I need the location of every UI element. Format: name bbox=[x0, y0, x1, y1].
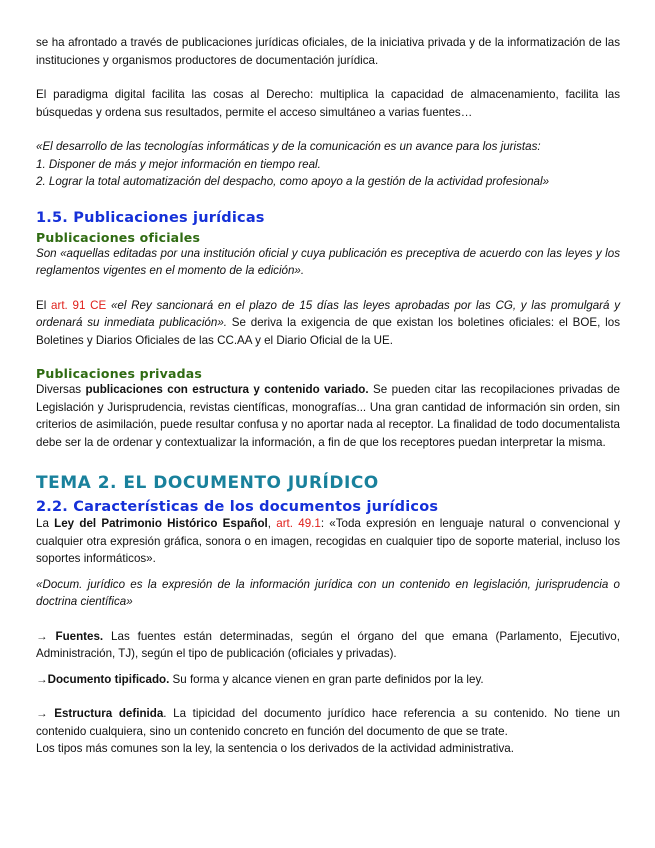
estructura-text: . La tipicidad del documento jurídico hace referencia a su contenido. No tiene un contenido cualquiera, sino un contenido concreto en función del documento de que se trate. bbox=[36, 707, 620, 738]
section-title-caracteristicas: 2.2. Características de los documentos jurídicos bbox=[36, 499, 439, 515]
subheading-oficiales: Publicaciones oficiales bbox=[36, 229, 201, 245]
fuentes-text: Las fuentes están determinadas, según el órgano del que emana (Parlamento, Ejecutivo, Administración, TJ), según el tipo de publicación (oficiales y privadas). bbox=[36, 629, 620, 660]
document-page bbox=[36, 34, 620, 758]
privadas-rest: Se pueden citar las recopilaciones privadas de Legislación y Jurisprudencia, revistas científicas, monografías... Una gran cantidad de información sin orden, sin criterios de asimilación, puede resultar confusa y no aportar nada al receptor. La finalidad de todo documentalista debe ser la de ordenar y contextualizar la información, a fin de que los receptores puedan interpretar la misma. bbox=[36, 383, 620, 449]
article-91-paragraph bbox=[36, 297, 620, 350]
article-91-quote: «el Rey sancionará en el plazo de 15 días las leyes aprobadas por las CG, y las promulgará y ordenará su inmediata publicación». bbox=[36, 298, 620, 329]
ley-name: Ley del Patrimonio Histórico Español bbox=[54, 517, 268, 530]
privadas-paragraph bbox=[36, 381, 620, 451]
arrow-icon: → bbox=[36, 672, 48, 686]
estructura-item bbox=[36, 705, 620, 740]
article-91-link[interactable]: art. 91 CE bbox=[51, 298, 107, 312]
chapter-title-tema-2: TEMA 2. EL DOCUMENTO JURÍDICO bbox=[36, 473, 379, 493]
privadas-bold: publicaciones con estructura y contenido variado. bbox=[85, 383, 369, 396]
oficiales-definition: Son «aquellas editadas por una institución oficial y cuya publicación es preceptiva de acuerdo con las leyes y los reglamentos vigentes en el momento de la edición». bbox=[36, 246, 620, 277]
fuentes-item bbox=[36, 628, 620, 663]
intro-paragraph: se ha afrontado a través de publicaciones jurídicas oficiales, de la iniciativa privada y de la informatización de las instituciones y organismos productores de documentación jurídica. bbox=[36, 36, 620, 67]
arrow-icon: → bbox=[36, 629, 56, 643]
estructura-label: Estructura definida bbox=[54, 707, 164, 720]
ley-definition: : «Toda expresión en lenguaje natural o convencional y cualquier otra expresión gráfica, sonora o en imagen, recogidas en cualquier tipo de soporte material, incluso los soportes informáticos». bbox=[36, 517, 620, 565]
ley-comma: , bbox=[267, 517, 277, 530]
ley-prefix: La bbox=[36, 517, 55, 530]
tipos-comunes-line: Los tipos más comunes son la ley, la sentencia o los derivados de la actividad administrativa. bbox=[36, 742, 514, 755]
subheading-privadas: Publicaciones privadas bbox=[36, 366, 203, 381]
section-title-publicaciones: 1.5. Publicaciones jurídicas bbox=[36, 209, 265, 226]
arrow-icon: → bbox=[36, 707, 55, 720]
tipificado-item bbox=[36, 671, 620, 689]
paradigm-paragraph: El paradigma digital facilita las cosas al Derecho: multiplica la capacidad de almacenamiento, facilita las búsquedas y ordena sus resultados, permite el acceso simultáneo a varias fuentes… bbox=[36, 88, 620, 119]
tipificado-text: Su forma y alcance vienen en gran parte definidos por la ley. bbox=[169, 672, 484, 686]
privadas-prefix: Diversas bbox=[36, 383, 86, 396]
tipificado-label: Documento tipificado. bbox=[47, 672, 170, 686]
article-91-rest: Se deriva la exigencia de que existan los boletines oficiales: el BOE, los Boletines y Diarios Oficiales de las CC.AA y el Diario Oficial de la UE. bbox=[36, 316, 620, 347]
article-prefix: El bbox=[36, 298, 52, 312]
jurists-quote-item-1: 1. Disponer de más y mejor información en tiempo real. bbox=[36, 157, 321, 171]
documento-juridico-quote: «Docum. jurídico es la expresión de la información jurídica con un contenido en legislación, jurisprudencia o doctrina científica» bbox=[36, 577, 620, 608]
ley-patrimonio-paragraph bbox=[36, 515, 620, 568]
article-49-link[interactable]: art. 49.1 bbox=[276, 517, 321, 530]
jurists-quote-line: «El desarrollo de las tecnologías informáticas y de la comunicación es un avance para los juristas: bbox=[36, 140, 541, 153]
jurists-quote-item-2: 2. Lograr la total automatización del despacho, como apoyo a la gestión de la actividad profesional» bbox=[36, 175, 550, 188]
fuentes-label: Fuentes. bbox=[55, 629, 104, 643]
